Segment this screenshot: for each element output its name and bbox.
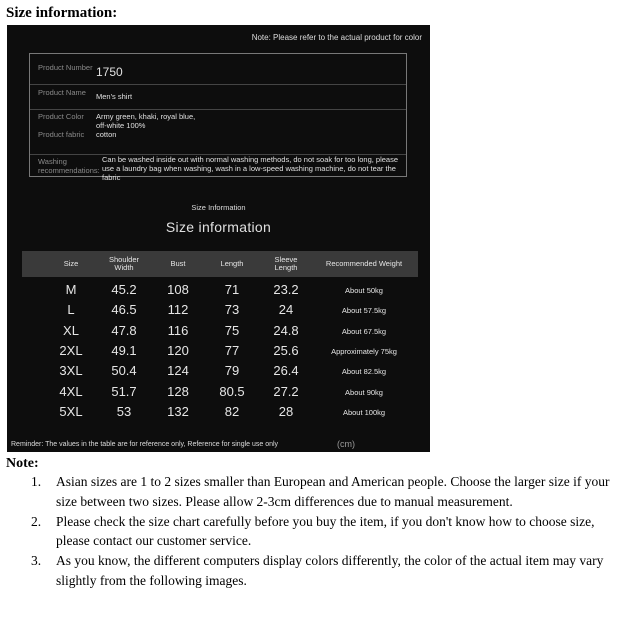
table-cell: 24.8 bbox=[273, 322, 299, 338]
table-cell: About 50kg bbox=[345, 286, 383, 295]
table-row bbox=[22, 321, 418, 341]
table-row bbox=[22, 280, 418, 300]
table-cell: 77 bbox=[224, 342, 240, 358]
list-number: 1. bbox=[31, 474, 42, 489]
product-number-label: Product Number bbox=[38, 63, 93, 72]
table-cell: 27.2 bbox=[273, 383, 299, 399]
table-cell: 116 bbox=[167, 322, 189, 338]
table-cell: 50.4 bbox=[111, 363, 137, 379]
table-cell: 80.5 bbox=[219, 383, 245, 399]
size-chart-image bbox=[7, 25, 430, 452]
table-cell: 108 bbox=[167, 282, 189, 297]
product-color-label: Product Color bbox=[38, 112, 84, 121]
list-item-text: Please check the size chart carefully before you buy the item, if you don't know how to choose size, please contact our customer service. bbox=[56, 513, 595, 549]
table-cell: 120 bbox=[167, 342, 189, 358]
table-cell: 128 bbox=[167, 383, 189, 399]
column-header: Sleeve Length bbox=[274, 255, 298, 272]
table-cell: 47.8 bbox=[111, 322, 137, 338]
table-cell: 4XL bbox=[59, 383, 83, 399]
table-cell: XL bbox=[63, 322, 79, 338]
column-header: Recommended Weight bbox=[325, 259, 403, 268]
divider bbox=[30, 109, 406, 110]
note-title: Note: bbox=[6, 456, 39, 471]
table-cell: About 57.5kg bbox=[341, 306, 387, 316]
divider bbox=[30, 84, 406, 85]
list-item bbox=[24, 551, 629, 591]
column-header: Size bbox=[63, 259, 79, 268]
table-cell: 3XL bbox=[59, 363, 83, 379]
product-info-box bbox=[29, 53, 407, 182]
table-cell: 23.2 bbox=[273, 282, 299, 297]
list-number: 3. bbox=[31, 553, 42, 569]
table-cell: M bbox=[65, 282, 77, 297]
product-color-value: Army green, khaki, royal blue, off-white 100% bbox=[96, 112, 196, 130]
product-name-value: Men's shirt bbox=[96, 92, 133, 101]
washing-label: Washing recommendations: bbox=[38, 157, 100, 175]
table-row bbox=[22, 402, 418, 422]
section-title: Size information bbox=[165, 219, 272, 235]
table-cell: 2XL bbox=[59, 342, 83, 358]
table-cell: 132 bbox=[167, 403, 189, 419]
table-cell: 82 bbox=[224, 403, 240, 419]
table-cell: 28 bbox=[278, 403, 294, 419]
table-header bbox=[22, 251, 418, 277]
list-item-text: Asian sizes are 1 to 2 sizes smaller than European and American people. Choose the larger size if your size between two sizes. Please allow 2-3cm differences due to manual measurement. bbox=[56, 474, 610, 509]
table-cell: 75 bbox=[224, 322, 240, 338]
table-cell: 24 bbox=[278, 302, 294, 318]
color-note: Note: Please refer to the actual product for color bbox=[251, 33, 422, 42]
table-cell: 46.5 bbox=[111, 302, 137, 318]
table-cell: 45.2 bbox=[111, 282, 137, 297]
table-cell: Approximately 75kg bbox=[331, 346, 397, 356]
unit-watermark: (cm) bbox=[337, 439, 355, 449]
column-header: Shoulder Width bbox=[108, 255, 140, 272]
table-cell: 53 bbox=[116, 403, 132, 419]
page-heading: Size information: bbox=[6, 5, 118, 21]
table-row bbox=[22, 300, 418, 320]
table-cell: About 67.5kg bbox=[341, 326, 387, 336]
notes-list bbox=[24, 472, 629, 591]
table-cell: 112 bbox=[167, 302, 189, 318]
column-header: Length bbox=[220, 259, 244, 268]
product-fabric-value: cotton bbox=[96, 130, 117, 139]
list-item-text: As you know, the different computers display colors differently, the color of the actual item may vary slightly from the following images. bbox=[56, 553, 604, 588]
table-cell: 26.4 bbox=[273, 363, 299, 379]
table-cell: 25.6 bbox=[273, 342, 299, 358]
list-number: 2. bbox=[31, 513, 42, 529]
table-cell: About 100kg bbox=[342, 407, 386, 417]
column-header: Bust bbox=[170, 259, 186, 268]
table-cell: 124 bbox=[167, 363, 189, 379]
section-subtitle: Size Information bbox=[191, 203, 246, 212]
table-cell: L bbox=[67, 302, 75, 318]
product-name-label: Product Name bbox=[38, 88, 86, 97]
list-item bbox=[24, 512, 629, 552]
table-cell: 49.1 bbox=[111, 342, 137, 358]
table-row bbox=[22, 361, 418, 381]
table-cell: 79 bbox=[224, 363, 240, 379]
product-number-value: 1750 bbox=[96, 65, 123, 79]
reminder-text: Reminder: The values in the table are for reference only, Reference for single use only bbox=[11, 441, 279, 448]
table-cell: About 90kg bbox=[345, 387, 383, 397]
list-item bbox=[24, 472, 629, 512]
table-cell: 71 bbox=[224, 282, 240, 297]
table-row bbox=[22, 382, 418, 402]
table-cell: 73 bbox=[224, 302, 240, 318]
washing-value: Can be washed inside out with normal washing methods, do not soak for too long, please use a laundry bag when washing, wash in a low-speed washing machine, do not tear the fabric bbox=[102, 155, 399, 182]
table-cell: 5XL bbox=[59, 403, 83, 419]
table-cell: About 82.5kg bbox=[341, 367, 387, 377]
table-row bbox=[22, 341, 418, 361]
product-fabric-label: Product fabric bbox=[38, 130, 85, 139]
table-cell: 51.7 bbox=[111, 383, 137, 399]
